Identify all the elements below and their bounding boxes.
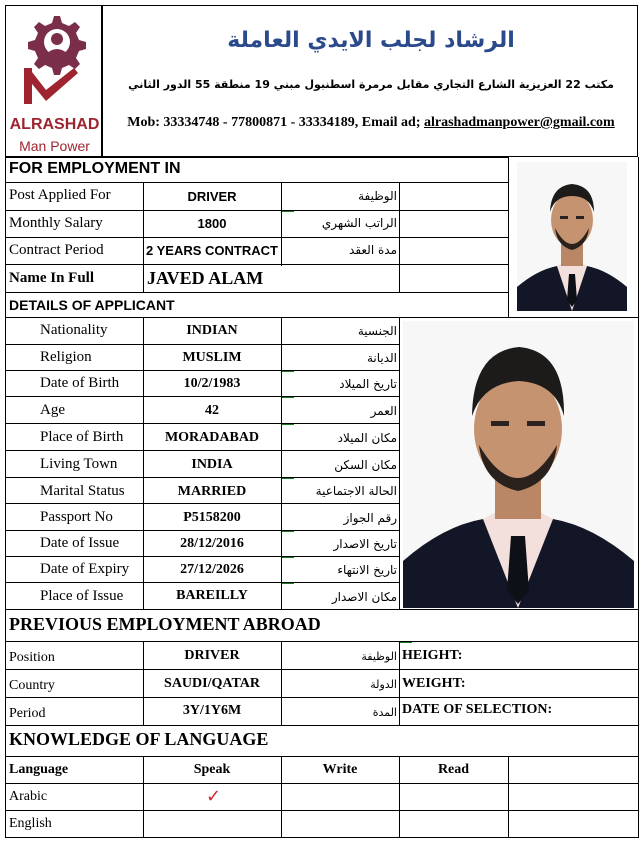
value-contract: 2 YEARS CONTRACT: [146, 243, 278, 258]
value-country: SAUDI/QATAR: [164, 676, 260, 691]
section-title-applicant: DETAILS OF APPLICANT: [9, 297, 175, 313]
value-marital-status: MARRIED: [177, 484, 247, 499]
section-title-language: KNOWLEDGE OF LANGUAGE: [9, 729, 269, 749]
value-position: DRIVER: [184, 648, 240, 663]
arabic-date-of-issue: تاريخ الاصدار: [333, 537, 397, 551]
arabic-address: مكتب 22 العزيزية الشارع التجاري مقابل مرمرة اسطنبول مبني 19 منطقة 55 الدور الثاني: [128, 78, 614, 91]
label-living-town: Living Town: [40, 456, 118, 472]
label-date-of-expiry: Date of Expiry: [40, 561, 130, 577]
arabic-passport-no: رقم الجواز: [343, 511, 397, 525]
value-nationality: INDIAN: [186, 323, 238, 338]
value-place-of-birth: MORADABAD: [164, 430, 260, 445]
value-living-town: INDIA: [191, 457, 233, 472]
check-icon: ✓: [206, 786, 222, 807]
language-arabic: Arabic: [9, 789, 48, 804]
arabic-living-town: مكان السكن: [334, 458, 397, 472]
applicant-photo-large: [403, 321, 634, 608]
value-salary: 1800: [197, 216, 227, 231]
value-post: DRIVER: [187, 189, 237, 204]
arabic-marital-status: الحالة الاجتماعية: [315, 484, 397, 498]
label-post: Post Applied For: [9, 187, 111, 203]
arabic-dob: تاريخ الميلاد: [339, 377, 397, 391]
arabic-nationality: الجنسية: [357, 324, 397, 338]
phone-numbers: Mob: 33334748 - 77800871 - 33334189, Email ad;: [127, 115, 424, 130]
applicant-photo-small: [517, 162, 627, 311]
label-weight: WEIGHT:: [402, 676, 466, 691]
company-header: [102, 5, 638, 157]
section-title-previous: PREVIOUS EMPLOYMENT ABROAD: [9, 614, 321, 634]
arabic-place-of-birth: مكان الميلاد: [337, 431, 397, 445]
email-link[interactable]: alrashadmanpower@gmail.com: [423, 115, 615, 130]
label-dob: Date of Birth: [40, 375, 120, 391]
value-period: 3Y/1Y6M: [182, 703, 242, 718]
header-write: Write: [322, 762, 358, 777]
language-english: English: [9, 816, 52, 831]
section-title-employment: FOR EMPLOYMENT IN: [9, 160, 181, 177]
label-age: Age: [40, 402, 65, 418]
label-date-of-issue: Date of Issue: [40, 535, 120, 551]
header-speak: Speak: [193, 762, 231, 777]
arabic-age: العمر: [370, 404, 397, 418]
arabic-country: الدولة: [370, 678, 397, 691]
logo-subtitle: Man Power: [19, 138, 90, 154]
arabic-date-of-expiry: تاريخ الانتهاء: [337, 563, 397, 577]
value-place-of-issue: BAREILLY: [176, 588, 248, 603]
label-period: Period: [9, 706, 46, 721]
label-date-of-selection: DATE OF SELECTION:: [402, 702, 553, 717]
logo-name: ALRASHAD: [9, 116, 100, 133]
label-nationality: Nationality: [40, 322, 108, 338]
value-dob: 10/2/1983: [183, 376, 241, 391]
arabic-religion: الديانة: [366, 351, 397, 365]
value-religion: MUSLIM: [182, 350, 242, 365]
value-name: JAVED ALAM: [147, 268, 264, 288]
arabic-period: المدة: [372, 706, 397, 719]
arabic-company-title: الرشاد لجلب الايدي العاملة: [227, 28, 515, 53]
header-language: Language: [9, 762, 69, 777]
label-salary: Monthly Salary: [9, 215, 103, 231]
value-date-of-expiry: 27/12/2026: [180, 562, 244, 577]
arabic-post: الوظيفة: [358, 189, 397, 203]
label-passport-no: Passport No: [40, 509, 113, 525]
label-marital-status: Marital Status: [40, 483, 125, 499]
label-contract: Contract Period: [9, 242, 104, 258]
label-position: Position: [9, 650, 55, 665]
arabic-contract: مدة العقد: [349, 243, 397, 257]
label-country: Country: [9, 678, 55, 693]
contact-line: [103, 115, 639, 131]
value-passport-no: P5158200: [183, 510, 241, 525]
label-name: Name In Full: [9, 270, 95, 286]
arabic-position: الوظيفة: [361, 650, 397, 663]
value-age: 42: [205, 403, 219, 418]
gear-person-icon: [18, 12, 90, 112]
arabic-salary: الراتب الشهري: [321, 216, 397, 230]
arabic-place-of-issue: مكان الاصدار: [331, 590, 397, 604]
label-religion: Religion: [40, 349, 92, 365]
label-height: HEIGHT:: [402, 648, 463, 663]
label-place-of-birth: Place of Birth: [40, 429, 124, 445]
company-logo: [5, 5, 102, 157]
label-place-of-issue: Place of Issue: [40, 588, 124, 604]
value-date-of-issue: 28/12/2016: [180, 536, 244, 551]
header-read: Read: [437, 762, 470, 777]
